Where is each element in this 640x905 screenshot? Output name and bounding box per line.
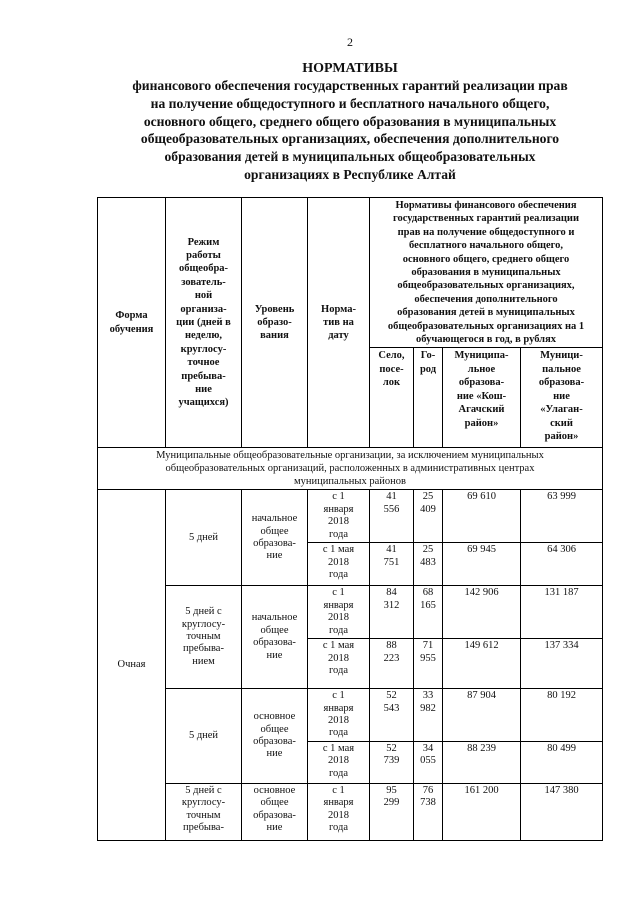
village-value: 95 299	[383, 784, 400, 809]
village-cell	[370, 639, 414, 689]
kosh-agach-cell: 88 239	[443, 741, 521, 783]
table-row	[98, 490, 603, 543]
village-value: 52 739	[383, 742, 400, 767]
ulagan-cell: 80 192	[521, 689, 603, 742]
document-subtitle: финансового обеспечения государственных гарантий реализации прав на получение общедоступного и бесплатного начального общего, основного общего, среднего общего образования в муниципальных общеобразовательных организациях, обеспечения дополнительного образования детей в муниципальных общеобразовательных организациях в Республике Алтай	[132, 78, 568, 182]
table-row	[98, 689, 603, 742]
kosh-agach-cell: 142 906	[443, 586, 521, 639]
ulagan-cell: 131 187	[521, 586, 603, 639]
village-cell	[370, 543, 414, 586]
level-cell: начальное общее образова- ние	[242, 490, 308, 586]
city-value: 25 409	[420, 491, 436, 515]
ulagan-cell: 64 306	[521, 543, 603, 586]
village-value: 41 556	[383, 491, 400, 515]
header-village: Село, посе- лок	[370, 348, 414, 448]
header-row	[98, 198, 603, 348]
page-number: 2	[347, 35, 353, 49]
mode-cell: 5 дней	[166, 689, 242, 784]
village-value: 84 312	[383, 587, 400, 611]
ulagan-cell: 147 380	[521, 783, 603, 840]
level-cell: основное общее образова- ние	[242, 689, 308, 784]
city-value: 34 055	[420, 742, 436, 767]
date-cell: с 1 мая 2018 года	[308, 543, 370, 586]
kosh-agach-cell: 161 200	[443, 783, 521, 840]
kosh-agach-cell: 87 904	[443, 689, 521, 742]
date-cell: с 1 января 2018 года	[308, 783, 370, 840]
city-cell	[414, 689, 443, 742]
mode-cell: 5 дней с круглосу- точным пребыва-	[166, 783, 242, 840]
document-title: НОРМАТИВЫ	[302, 61, 398, 76]
city-value: 68 165	[420, 587, 436, 611]
header-level: Уровень образо- вания	[242, 198, 308, 448]
village-value: 88 223	[383, 640, 400, 664]
section-row	[98, 448, 603, 490]
header-ulagan: Муници- пальное образова- ние «Улаган- ский район»	[521, 348, 603, 448]
kosh-agach-cell: 69 610	[443, 490, 521, 543]
village-cell	[370, 783, 414, 840]
ulagan-cell: 137 334	[521, 639, 603, 689]
village-value: 41 751	[383, 544, 400, 568]
mode-cell: 5 дней с круглосу- точным пребыва- нием	[166, 586, 242, 689]
city-value: 25 483	[420, 544, 436, 568]
section-title: Муниципальные общеобразовательные организации, за исключением муниципальных общеобразовательных организаций, расположенных в административных центрах муниципальных районов	[98, 448, 603, 490]
date-cell: с 1 мая 2018 года	[308, 639, 370, 689]
mode-cell: 5 дней	[166, 490, 242, 586]
village-cell	[370, 586, 414, 639]
city-cell	[414, 490, 443, 543]
city-cell	[414, 783, 443, 840]
table-row	[98, 586, 603, 639]
date-cell: с 1 мая 2018 года	[308, 741, 370, 783]
header-form: Форма обучения	[98, 198, 166, 448]
date-cell: с 1 января 2018 года	[308, 689, 370, 742]
ulagan-cell: 80 499	[521, 741, 603, 783]
village-cell	[370, 741, 414, 783]
city-cell	[414, 586, 443, 639]
city-value: 76 738	[420, 784, 436, 809]
norms-table	[97, 197, 603, 841]
header-kosh-agach: Муниципа- льное образова- ние «Кош- Агачский район»	[443, 348, 521, 448]
city-value: 33 982	[420, 690, 436, 714]
header-norms: Нормативы финансового обеспечения государственных гарантий реализации прав на получение общедоступного и бесплатного начального общего, основного общего, среднего общего образования в муниципальных общеобразовательных организациях, обеспечения дополнительного образования детей в муниципальных общеобразовательных организациях на 1 обучающегося в год, в рублях	[370, 198, 603, 348]
header-city: Го- род	[414, 348, 443, 448]
kosh-agach-cell: 69 945	[443, 543, 521, 586]
city-cell	[414, 543, 443, 586]
village-value: 52 543	[383, 690, 400, 714]
date-cell: с 1 января 2018 года	[308, 586, 370, 639]
header-date: Норма- тив на дату	[308, 198, 370, 448]
form-cell: Очная	[98, 490, 166, 840]
city-cell	[414, 741, 443, 783]
date-cell: с 1 января 2018 года	[308, 490, 370, 543]
level-cell: начальное общее образова- ние	[242, 586, 308, 689]
level-cell: основное общее образова- ние	[242, 783, 308, 840]
ulagan-cell: 63 999	[521, 490, 603, 543]
city-cell	[414, 639, 443, 689]
header-mode: Режим работы общеобра- зователь- ной организа- ции (дней в неделю, круглосу- точное пребыва- ние учащихся)	[166, 198, 242, 448]
table-row	[98, 783, 603, 840]
village-cell	[370, 490, 414, 543]
village-cell	[370, 689, 414, 742]
city-value: 71 955	[420, 640, 436, 664]
kosh-agach-cell: 149 612	[443, 639, 521, 689]
